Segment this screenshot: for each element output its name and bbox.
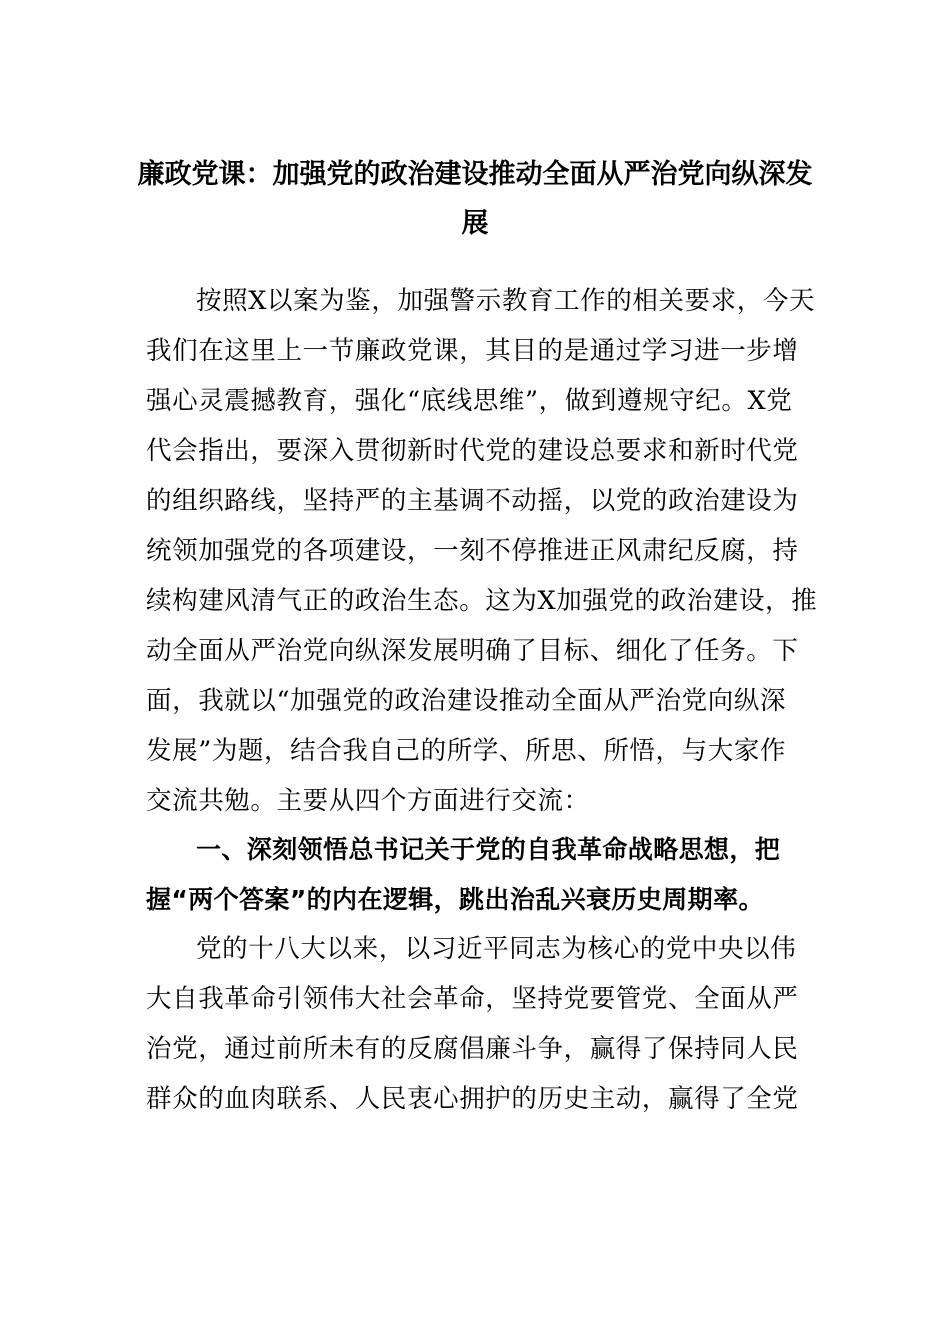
intro-paragraph-line: 强心灵震撼教育，强化“底线思维”，做到遵规守纪。X党 xyxy=(146,386,793,416)
document-title-line-2: 展 xyxy=(461,208,489,239)
intro-paragraph-line: 的组织路线，坚持严的主基调不动摇，以党的政治建设为 xyxy=(146,486,799,516)
intro-paragraph-line: 统领加强党的各项建设，一刻不停推进正风肃纪反腐，持 xyxy=(146,536,799,566)
section-1-heading-line: 一、深刻领悟总书记关于党的自我革命战略思想，把 xyxy=(196,835,781,864)
document-title-line-1: 廉政党课：加强党的政治建设推动全面从严治党向纵深发 xyxy=(137,159,813,190)
section-1-body-line: 群众的血肉联系、人民衷心拥护的历史主动，赢得了全党 xyxy=(146,1084,799,1114)
section-1-heading-line: 握“两个答案”的内在逻辑，跳出治乱兴衰历史周期率。 xyxy=(146,885,764,914)
intro-paragraph-line: 面，我就以“加强党的政治建设推动全面从严治党向纵深 xyxy=(146,686,787,716)
section-1-body-line: 大自我革命引领伟大社会革命，坚持党要管党、全面从严 xyxy=(146,984,799,1014)
intro-paragraph-line: 我们在这里上一节廉政党课，其目的是通过学习进一步增 xyxy=(146,336,799,366)
section-1-body-line: 党的十八大以来，以习近平同志为核心的党中央以伟 xyxy=(196,934,797,964)
intro-paragraph-line: 续构建风清气正的政治生态。这为X加强党的政治建设，推 xyxy=(146,586,818,616)
intro-paragraph-line: 动全面从严治党向纵深发展明确了目标、细化了任务。下 xyxy=(146,636,799,666)
intro-paragraph-line: 发展”为题，结合我自己的所学、所思、所悟，与大家作 xyxy=(146,736,787,766)
section-1-body-line: 治党，通过前所未有的反腐倡廉斗争，赢得了保持同人民 xyxy=(146,1034,799,1064)
intro-paragraph-line: 代会指出，要深入贯彻新时代党的建设总要求和新时代党 xyxy=(146,436,799,466)
intro-paragraph-line: 交流共勉。主要从四个方面进行交流： xyxy=(146,786,590,816)
intro-paragraph-line: 按照X以案为鉴，加强警示教育工作的相关要求，今天 xyxy=(196,286,816,316)
